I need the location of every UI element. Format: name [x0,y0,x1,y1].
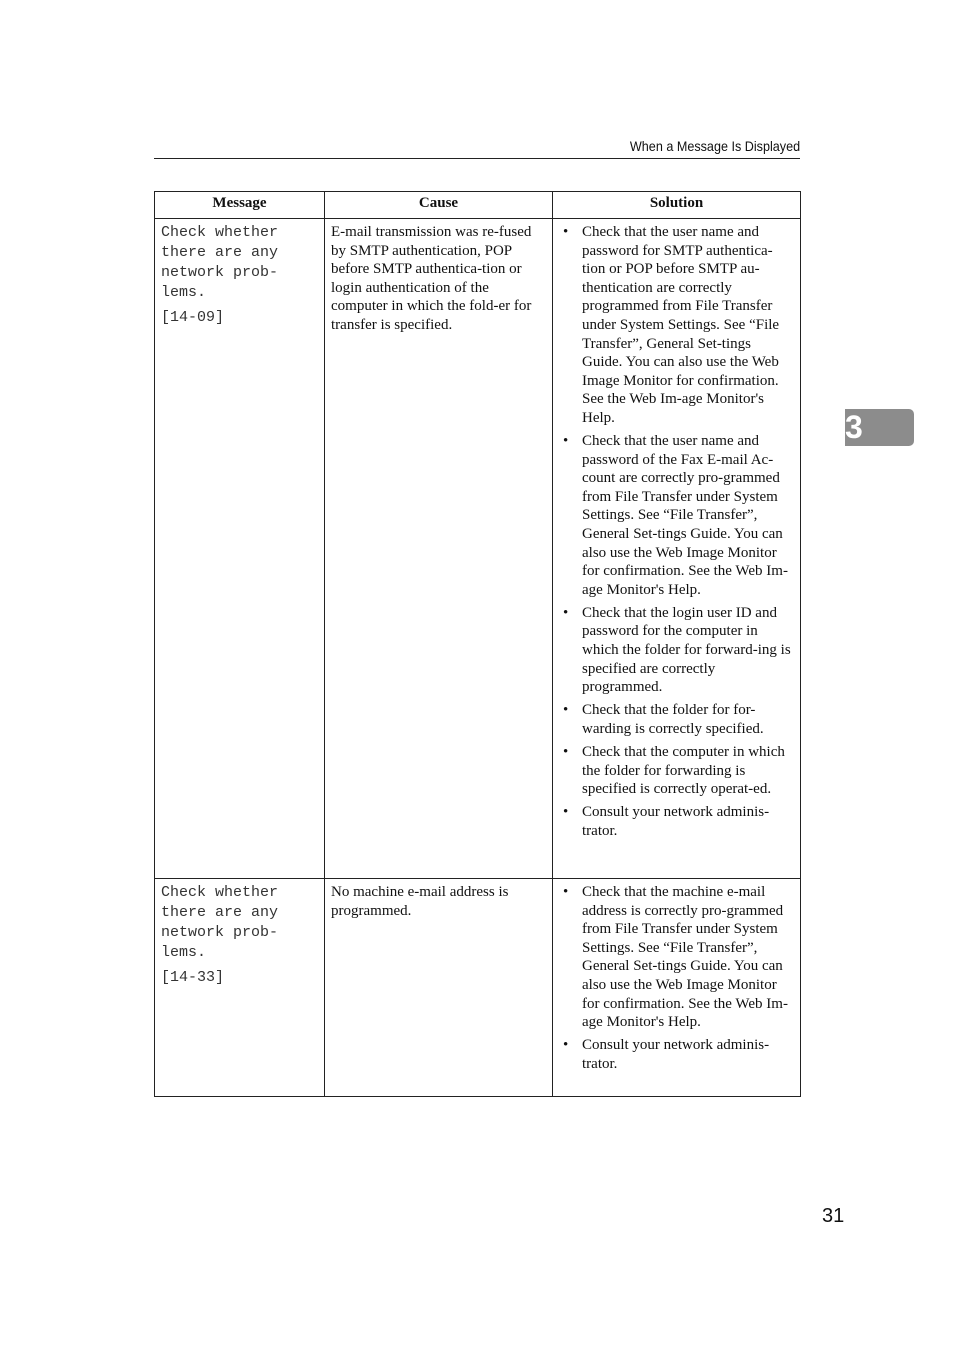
table-row [155,879,801,1097]
message-line: there are any [161,904,279,921]
solution-cell [553,879,801,1097]
solution-item: • Consult your network adminis-trator. [559,1036,795,1073]
solution-item: • Check that the user name and password for SMTP authentica-tion or POP before SMTP au-thentication are correctly programmed from File Transfer under System Settings. See “File Transfer”, General Set-tings Guide. You can also use the Web Image Monitor for confirmation. See the Web Im-age Monitor's Help. [559,223,795,428]
message-line: Check whether [161,884,279,901]
error-code: [14-09] [161,309,225,326]
message-line: lems. [161,944,207,961]
message-line: network prob- [161,924,279,941]
solution-item: • Check that the login user ID and password for the computer in which the folder for forward-ing is specified are correctly programmed. [559,604,795,697]
solution-item: • Consult your network adminis-trator. [559,803,795,840]
message-line: there are any [161,244,279,261]
error-code: [14-33] [161,969,225,986]
column-header-solution: Solution [553,192,801,219]
message-cell [155,879,325,1097]
page-number: 31 [822,1205,845,1227]
page-header-title: When a Message Is Displayed [629,138,800,154]
solution-item: • Check that the folder for for-warding is correctly specified. [559,701,795,738]
message-line: lems. [161,284,207,301]
message-table [154,191,801,1097]
cause-cell: E-mail transmission was re-fused by SMTP authentication, POP before SMTP authentica-tion or login authentication of the computer in which the fold-er for transfer is specified. [325,219,553,879]
solution-item: • Check that the user name and password of the Fax E-mail Ac-count are correctly pro-grammed from File Transfer under System Settings. See “File Transfer”, General Set-tings Guide. You can also use the Web Image Monitor for confirmation. See the Web Im-age Monitor's Help. [559,432,795,599]
chapter-tab [845,409,914,446]
cause-cell: No machine e-mail address is programmed. [325,879,553,1097]
solution-cell [553,219,801,879]
column-header-cause: Cause [325,192,553,219]
table-row [155,219,801,879]
message-line: Check whether [161,224,279,241]
header-divider [154,158,800,159]
message-cell [155,219,325,879]
solution-list [559,883,795,1073]
column-header-message: Message [155,192,325,219]
chapter-number: 3 [845,409,863,445]
table-header-row [155,192,801,219]
solution-list [559,223,795,841]
message-line: network prob- [161,264,279,281]
solution-item: • Check that the computer in which the folder for forwarding is specified is correctly operat-ed. [559,743,795,799]
solution-item: • Check that the machine e-mail address is correctly pro-grammed from File Transfer under System Settings. See “File Transfer”, General Set-tings Guide. You can also use the Web Image Monitor for confirmation. See the Web Im-age Monitor's Help. [559,883,795,1032]
